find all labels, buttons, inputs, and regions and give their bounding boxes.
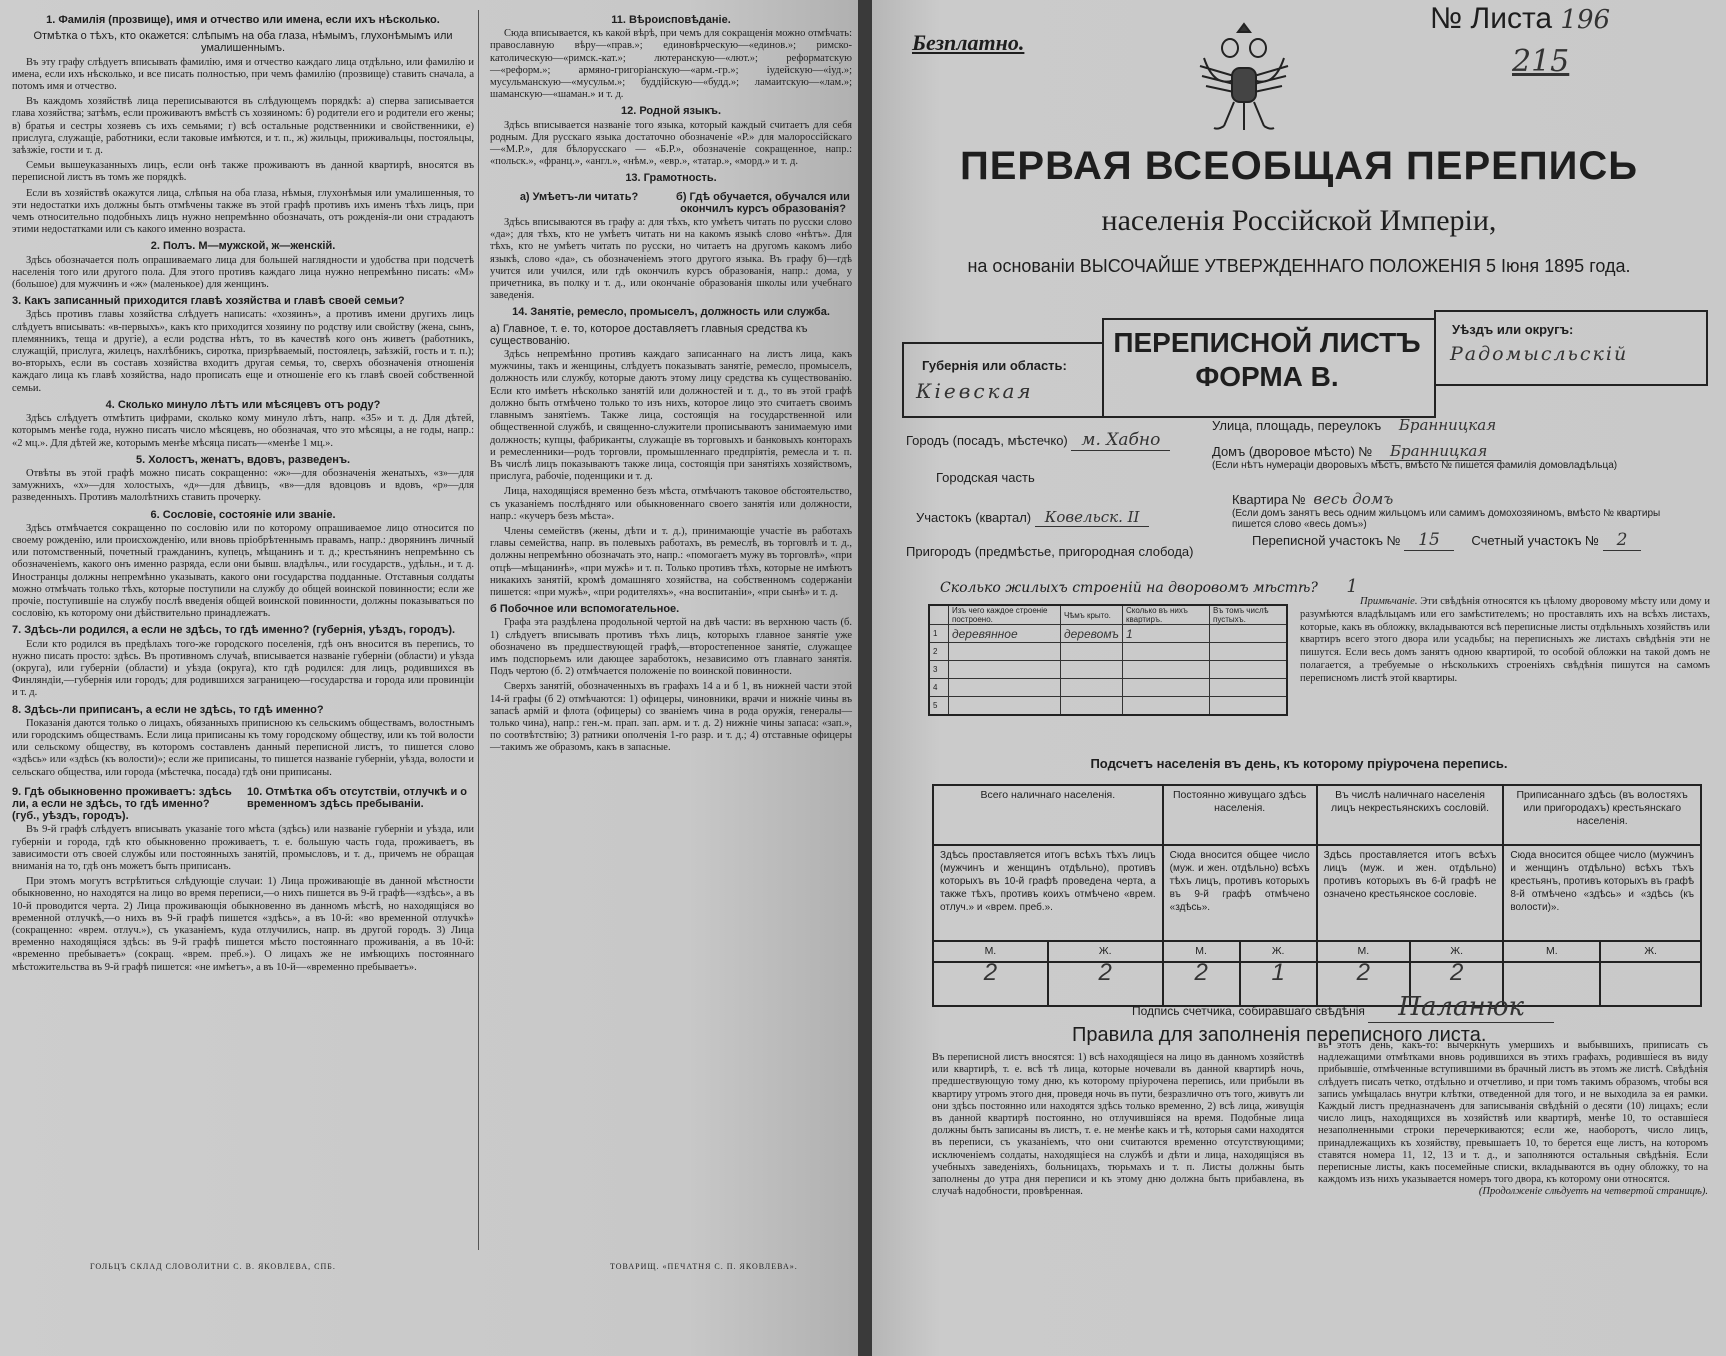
heading-10: 10. Отмѣтка объ отсутствіи, отлучкѣ и о временномъ здѣсь пребываніи. bbox=[247, 785, 468, 810]
buildings-value: 1 bbox=[1346, 576, 1358, 597]
street-field bbox=[1212, 416, 1712, 434]
buildings-rows bbox=[929, 625, 1287, 716]
table-cell bbox=[1210, 661, 1288, 679]
table-cell bbox=[1210, 643, 1288, 661]
table-cell: 1 bbox=[929, 625, 949, 643]
imprint-right: ТОВАРИЩ. «ПЕЧАТНЯ С. П. ЯКОВЛЕВА». bbox=[610, 1262, 798, 1271]
heading-13a: а) Умѣетъ-ли читать? bbox=[519, 190, 639, 203]
paragraph: Отвѣты въ этой графѣ можно писать сокращенно: «ж»—для обозначенія женатыхъ, «з»—для замужнихъ, «х»—для холостыхъ, «д»—для дѣвицъ, «в»—для вдовцовъ и вдовъ, «р»—для разведенныхъ. Противъ малолѣтнихъ ставить прочерку. bbox=[12, 467, 474, 504]
page-title: ПЕРВАЯ ВСЕОБЩАЯ ПЕРЕПИСЬ bbox=[960, 144, 1638, 188]
table-cell bbox=[1123, 679, 1210, 697]
sheet-number bbox=[1430, 2, 1610, 36]
table-cell bbox=[1123, 697, 1210, 716]
table-cell: деревянное bbox=[949, 625, 1061, 643]
city-value: м. Хабно bbox=[1071, 430, 1170, 451]
table-header bbox=[929, 605, 1287, 625]
census-area-value: 15 bbox=[1404, 530, 1454, 551]
basis-line: на основаніи ВЫСОЧАЙШЕ УТВЕРЖДЕННАГО ПОЛОЖЕНІЯ 5 Іюня 1895 года. bbox=[967, 256, 1631, 276]
heading-3: 3. Какъ записанный приходится главѣ хозяйства и главѣ своей семьи? bbox=[12, 295, 405, 308]
instructions-column-2 bbox=[490, 10, 852, 758]
district-label: Уѣздъ или округъ: bbox=[1452, 322, 1574, 337]
headings-9-10 bbox=[12, 782, 474, 825]
city-field bbox=[906, 430, 1226, 450]
count-value: 2 bbox=[1163, 962, 1240, 1006]
signature-field bbox=[1132, 992, 1554, 1022]
paragraph: Лица, находящіяся временно безъ мѣста, отмѣчаютъ таковое обстоятельство, съ указаніемъ послѣдняго или обыкновеннаго своего занятія или должности, напр.: «кучеръ безъ мѣста». bbox=[490, 486, 852, 522]
table-cell bbox=[1123, 643, 1210, 661]
table-cell bbox=[1210, 697, 1288, 716]
count-title: Подсчетъ населенія въ день, къ которому пріурочена перепись. bbox=[1090, 756, 1508, 771]
count-descriptions bbox=[933, 845, 1701, 941]
heading-13b: б) Гдѣ обучается, обучался или окончилъ курсъ образованія? bbox=[676, 190, 850, 215]
heading-1-note: Отмѣтка о тѣхъ, кто окажется: слѣпымъ на оба глаза, нѣмымъ, глухонѣмымъ или умалишеннымъ. bbox=[33, 30, 453, 55]
house-label: Домъ (дворовое мѣсто) № bbox=[1212, 444, 1373, 459]
table-row bbox=[929, 661, 1287, 679]
paragraph: Здѣсь вписывается названіе того языка, который каждый считаетъ для себя родным. Для русскаго языка достаточно обозначеніе «Р.» для малороссійскаго—«М.Р.», для бѣлорусскаго — «Б.Р.», обозначеніе сокращенное, напр.: «польск.», «франц.», «англ.», «нѣм.», «евр.», «татар.», «морд.» и т. д. bbox=[490, 119, 852, 168]
heading-1: 1. Фамилія (прозвище), имя и отчество или имена, если ихъ нѣсколько. bbox=[46, 14, 440, 26]
counting-area-value: 2 bbox=[1603, 530, 1642, 551]
suburb-label: Пригородъ (предмѣстье, пригородная слобода) bbox=[906, 544, 1194, 559]
male-label: М. bbox=[933, 941, 1048, 962]
count-desc-2: Сюда вносится общее число (муж. и жен. отдѣльно) всѣхъ тѣхъ лицъ, противъ которыхъ въ 9-й графѣ отмѣчено «здѣсь». bbox=[1163, 845, 1317, 941]
table-cell bbox=[1060, 643, 1122, 661]
table-cell bbox=[1060, 661, 1122, 679]
headings-13ab bbox=[490, 187, 852, 217]
table-cell bbox=[1060, 679, 1122, 697]
imperial-eagle-icon bbox=[1194, 18, 1294, 136]
paragraph: Показанія даются только о лицахъ, обязанныхъ приписною къ сельскимъ обществамъ, волостнымъ или городскимъ обществамъ. Если лица приписаны къ тому городскому обществу, или къ той волости или сельскому обществу, въ которомъ составленъ данный переписной листъ, то пишется слово «здѣсь» или «здѣсь (къ волости)»; если же приписаны, то пишется названіе губерніи, уѣзда, волости и сельскаго общества, или города (мѣстечка, посада) гдѣ они приписаны. bbox=[12, 717, 474, 778]
rules-column-2-text: въ этотъ день, какъ-то: вычеркнуть умершихъ и выбывшихъ, приписать съ надлежащими отмѣтками вновь родившихся въ этихъ графахъ, родившіеся въ виду прибывшіе, отмѣченные вступившими въ брачный листъ въ этомъ же листѣ. Свѣдѣнія слѣдуетъ писать четко, отдѣльно и отчетливо, и при томъ такимъ образомъ, чтобы вся запись умѣщалась внутри клѣтки, отведенной для того, и не выходила за ея рамки. Каждый листъ предназначенъ для записыванія свѣдѣній о десяти (10) лицахъ; если число лицъ, находящихся въ хозяйствѣ или квартирѣ, менѣе 10, то оставшіеся незаполненными строки перечеркиваются; если же, наоборотъ, число лицъ, принадлежащихъ къ хозяйству, превышаетъ 10, то берется еще листъ, на которомъ ставятся номера 11, 12, 13 и т. д., и заполняются остальныя свѣдѣнія. Если переписные листы, какъ посемейные списки, вкладываются въ одну обложку, то на каждомъ изъ нихъ указывается номеръ того двора, къ которому они относятся. bbox=[1318, 1040, 1708, 1186]
precinct-value: Ковельск. II bbox=[1035, 508, 1150, 527]
table-row bbox=[929, 643, 1287, 661]
count-mf-labels bbox=[933, 941, 1701, 962]
female-label: Ж. bbox=[1048, 941, 1163, 962]
col-header: Въ томъ числѣ пустыхъ. bbox=[1210, 605, 1288, 625]
count-header-3: Въ числѣ наличнаго населенія лицъ некрестьянскихъ сословій. bbox=[1317, 785, 1504, 845]
apartment-label: Квартира № bbox=[1232, 492, 1310, 507]
apartment-note: (Если домъ занятъ весь одним жильцомъ или самимъ домохозяиномъ, вмѣсто № квартиры пишется слово «весь домъ») bbox=[1232, 508, 1661, 530]
apartment-value: весь домъ bbox=[1313, 490, 1394, 508]
form-title-line-2: ФОРМА В. bbox=[1195, 361, 1339, 392]
apartment-field bbox=[1232, 490, 1702, 530]
table-cell: 3 bbox=[929, 661, 949, 679]
rules-column-1: Въ переписной листъ вносятся: 1) всѣ находящіеся на лицо въ данномъ хозяйствѣ или квартирѣ, т. е. всѣ тѣ лица, которые ночевали въ данной квартирѣ ночь, предшествующую тому дню, къ которому пріурочена перепись, или прибыли въ квартиру утромъ этого дня, проведя ночь въ пути, безразлично отъ того, живутъ ли они здѣсь постоянно или находятся здѣсь только временно, 2) всѣ лица, живущія въ данной квартирѣ постоянно, но отлучившіяся на время. Подобные лица должны быть записаны въ листъ, т. е. не менѣе какъ и тѣ, которыя сами находятся въ переписи, съ указаніемъ, что они считаются временно отсутствующими; исключеніемъ солдаты, находящіеся на службѣ и дѣти и лица, находящіяся въ учебныхъ заведеніяхъ, больницахъ, тюрьмахъ и т. п. Листы должны быть заполнены до утра дня переписи и къ этому дню должна быть прибавлена, въ случаѣ надобности, провѣренная. bbox=[932, 1052, 1304, 1198]
heading-12: 12. Родной языкъ. bbox=[620, 105, 721, 118]
paragraph: Сюда вписывается, къ какой вѣрѣ, при чемъ для сокращенія можно отмѣчать: православную вѣру—«прав.»; единовѣрческую—«единов.»; римско-католическую—«римск.-кат.»; лютеранскую—«лют.»; реформатскую—«реформ.»; армяно-григоріанскую—«арм.-гр.»; іудейскую—«іуд.»; мусульманскую—«мусульм.»; буддійскую—«будд.»; ламаитскую—«лам.»; шаманскую—«шаман.» и т. д. bbox=[490, 28, 852, 101]
census-area-label: Переписной участокъ № bbox=[1252, 533, 1401, 548]
buildings-note bbox=[1300, 596, 1710, 686]
free-label: Безплатно. bbox=[912, 30, 1025, 55]
rules-title: Правила для заполненія переписного листа. bbox=[1072, 1024, 1487, 1046]
heading-8: 8. Здѣсь-ли приписанъ, а если не здѣсь, то гдѣ именно? bbox=[12, 703, 324, 716]
city-part-label: Городская часть bbox=[936, 470, 1035, 485]
heading-14: 14. Занятіе, ремесло, промыселъ, должность или служба. bbox=[512, 306, 830, 319]
sheet-number-label: № Листа bbox=[1430, 2, 1553, 35]
paragraph: Члены семействъ (жены, дѣти и т. д.), принимающіе участіе въ работахъ главы семейства, напр. въ полевыхъ работахъ, въ ремеслѣ, въ торговлѣ и т. д., должны непремѣнно обозначать это, напр.: «помогаетъ мужу въ торговлѣ», «при отцѣ—мѣщанинѣ», «при мужѣ» и т. п. Только противъ тѣхъ, которые не имѣютъ никакихъ занятій, кромѣ домашняго хозяйства, на собственномъ содержаніи пишется: «при мужѣ», «при родителяхъ», «на воспитаніи», «при сынѣ» и т. д. bbox=[490, 525, 852, 598]
precinct-field bbox=[916, 508, 1236, 526]
page-gutter bbox=[858, 0, 872, 1356]
heading-5: 5. Холостъ, женатъ, вдовъ, разведенъ. bbox=[135, 453, 351, 466]
table-cell: 5 bbox=[929, 697, 949, 716]
table-cell bbox=[1210, 679, 1288, 697]
left-page bbox=[0, 0, 858, 1356]
buildings-table bbox=[928, 604, 1288, 716]
signature-value: Паланюк bbox=[1368, 992, 1554, 1023]
imprint-left: ГОЛЬЦЪ СКЛАД СЛОВОЛИТНИ С. В. ЯКОВЛЕВА, СПБ. bbox=[90, 1262, 336, 1271]
note-title: Примѣчаніе. bbox=[1360, 596, 1418, 607]
street-value: Бранницкая bbox=[1398, 416, 1497, 434]
rules-column-2 bbox=[1318, 1040, 1708, 1199]
note-text: Эти свѣдѣнія относятся къ цѣлому дворовому мѣсту или дому и разумѣются владѣльцамъ или его замѣстителемъ; но проставлять ихъ на всѣхъ листахъ, которые, какъ въ обложку, вкладываются всѣ переписные листы отдѣльныхъ хозяйствъ или квартиръ всего этого двора или усадьбы; на переписныхъ же листахъ свѣдѣнія эти не пишутся. Если весь домъ занятъ одною квартирой, то особой обложки на такой домъ не полагается, а требуемые о нѣсколькихъ строеніяхъ свѣдѣнія пишутся на самомъ переписномъ листѣ этой квартиры. bbox=[1300, 596, 1710, 684]
rules-continued: (Продолженіе слѣдуетъ на четвертой страницѣ). bbox=[1478, 1186, 1708, 1198]
paragraph: Здѣсь вписываются въ графу а: для тѣхъ, кто умѣетъ читать по русски слово «да»; для тѣхъ, кто не умѣетъ читать ни на какомъ языкѣ слово «нѣтъ». Для тѣхъ, кто не умѣетъ читать по русски, но читаетъ на другомъ какомъ либо языкѣ, слово «да», съ обозначеніемъ этого другого языка. Въ графу б)—гдѣ учится или учился, или гдѣ окончилъ курсъ образованія, напр.: дома, у причетника, въ полку и т. д., или окончаніе образованія школы или учебнаго заведенія. bbox=[490, 217, 852, 302]
heading-7: 7. Здѣсь-ли родился, а если не здѣсь, то гдѣ именно? (губернія, уѣздъ, городъ). bbox=[12, 624, 456, 637]
column-divider bbox=[478, 10, 479, 1250]
precinct-label: Участокъ (квартал) bbox=[916, 510, 1032, 525]
heading-6: 6. Сословіе, состояніе или званіе. bbox=[150, 508, 336, 521]
paragraph: Семьи вышеуказанныхъ лицъ, если онѣ также проживаютъ въ данной квартирѣ, вносятся въ переписной листъ въ томъ же порядкѣ. bbox=[12, 160, 474, 184]
signature-label: Подпись счетчика, собиравшаго свѣдѣнія bbox=[1132, 1004, 1365, 1018]
heading-4: 4. Сколько минуло лѣтъ или мѣсяцевъ отъ роду? bbox=[105, 398, 381, 411]
suburb-field bbox=[906, 544, 1226, 559]
instructions-column-1 bbox=[12, 10, 474, 977]
count-value: 1 bbox=[1240, 962, 1317, 1006]
count-value bbox=[1600, 962, 1701, 1006]
paragraph: Здѣсь слѣдуетъ отмѣтить цифрами, сколько кому минуло лѣтъ, напр. «35» и т. д. Для дѣтей, которымъ менѣе года, нужно писать число мѣсяцевъ, но обозначая, что это мѣсяцы, а не годы, напр.: «2 мц.». Для дѣтей же, которымъ менѣе мѣсяца писать—«менѣе 1 мц.». bbox=[12, 413, 474, 449]
city-label: Городъ (посадъ, мѣстечко) bbox=[906, 433, 1068, 448]
count-desc-3: Здѣсь проставляется итогъ всѣхъ лицъ (муж. и жен. отдѣльно) противъ которыхъ въ 6-й графѣ не означено крестьянское сословіе. bbox=[1317, 845, 1504, 941]
paragraph: Здѣсь отмѣчается сокращенно по сословію или по которому опрашиваемое лицо относится по своему рожденію, или происхожденію, или вновь пріобрѣтеннымъ правамъ, напр.: дворянинъ личный или потомственный, почетный гражданинъ, купецъ, мѣщанинъ и т. д.; крестьянинъ непремѣнно съ обозначеніемъ, какого онъ именно разряда, если они бывш. владѣльч., или государств., удѣльн., и т. д. Иностранцы должны непремѣнно указывать, какого они государства подданные. Отставныя солдаты можно отмѣчать только тѣхъ, которые поступили на службу до общей воинской повинности; если же прочіе, поступившіе на службу послѣ введенія общей воинской повинности, должны показываться по сословію, къ которому они дѣйствительно принадлежатъ. bbox=[12, 522, 474, 620]
paragraph: Если въ хозяйствѣ окажутся лица, слѣпыя на оба глаза, нѣмыя, глухонѣмыя или умалишенныя, то эти недостатки ихъ должны быть отмѣчены также въ этой графѣ противъ ихъ именъ тѣхъ лицъ, при чемъ относительно подобныхъ лицъ нужно непремѣнно обозначать, отъ рожденія-ли они страдаютъ этими недостатками или съ какого именно возраста. bbox=[12, 187, 474, 236]
count-header-2: Постоянно живущаго здѣсь населенія. bbox=[1163, 785, 1317, 845]
province-label: Губернія или область: bbox=[922, 358, 1067, 373]
table-cell bbox=[949, 679, 1061, 697]
counting-area-label: Счетный участокъ № bbox=[1471, 533, 1599, 548]
male-label: М. bbox=[1317, 941, 1410, 962]
col-header: Изъ чего каждое строеніе построено. bbox=[949, 605, 1061, 625]
heading-9: 9. Гдѣ обыкновенно проживаетъ: здѣсь ли, а если не здѣсь, то гдѣ именно? (губ., уѣздъ, городъ). bbox=[12, 785, 232, 823]
form-title-line-1: ПЕРЕПИСНОЙ ЛИСТЪ bbox=[1113, 327, 1421, 358]
count-headers bbox=[933, 785, 1701, 845]
paragraph: Въ каждомъ хозяйствѣ лица переписываются въ слѣдующемъ порядкѣ: а) сперва записывается глава хозяйства; затѣмъ, если проживаютъ вмѣстѣ съ хозяиномъ: б) родители его и родители его жены; в) братья и сестры хозяевъ съ ихъ семьями; г) всѣ остальные родственники и свойственники, е) прислуга, служащіе, работники, если таковые имѣются, и т. п., ж) жильцы, приживальцы, постояльцы, заѣзжіе, гости и т. д. bbox=[12, 96, 474, 157]
table-cell: 4 bbox=[929, 679, 949, 697]
street-label: Улица, площадь, переулокъ bbox=[1212, 418, 1382, 433]
house-note: (Если нѣтъ нумераціи дворовыхъ мѣстъ, вмѣсто № пишется фамилія домовладѣльца) bbox=[1212, 460, 1618, 471]
district-box bbox=[1434, 310, 1708, 386]
table-cell: 2 bbox=[929, 643, 949, 661]
table-cell bbox=[1060, 697, 1122, 716]
table-cell bbox=[949, 643, 1061, 661]
census-area-field bbox=[1252, 530, 1712, 550]
right-page bbox=[872, 0, 1726, 1356]
house-field bbox=[1212, 442, 1712, 471]
count-value: 2 bbox=[1410, 962, 1503, 1006]
heading-11: 11. Вѣроисповѣданіе. bbox=[611, 14, 731, 26]
paragraph: Здѣсь обозначается полъ опрашиваемаго лица для большей наглядности и удобства при подсчетѣ населенія того или другого пола. Для этого противъ каждаго лица нужно непремѣнно писать: «М» (большое) для мужчинъ и «ж» (маленькое) для женщинъ. bbox=[12, 254, 474, 291]
sheet-number-value-2: 215 bbox=[1512, 44, 1570, 79]
heading-2: 2. Полъ. М—мужской, ж—женскій. bbox=[150, 240, 336, 253]
heading-13: 13. Грамотность. bbox=[625, 172, 717, 185]
table-row bbox=[929, 625, 1287, 643]
house-value: Бранницкая bbox=[1376, 442, 1501, 461]
paragraph: Въ 9-й графѣ слѣдуетъ вписывать указаніе того мѣста (здѣсь) или названіе губерніи и уѣзда, или губерніи и города, гдѣ кто обыкновенно проживаетъ, т. е. большую часть года, проживаетъ, въ зависимости отъ своей службы или постоянныхъ занятій, промысловъ, и т. д., причемъ не обращая вниманія на то, гдѣ онъ можетъ быть приписанъ. bbox=[12, 824, 474, 872]
table-cell bbox=[1210, 625, 1288, 643]
female-label: Ж. bbox=[1600, 941, 1701, 962]
buildings-label: Сколько жилыхъ строеній на дворовомъ мѣстѣ? bbox=[940, 580, 1318, 596]
paragraph: Здѣсь противъ главы хозяйства слѣдуетъ написать: «хозяинъ», а противъ имени другихъ лицъ слѣдуетъ вписывать: «в-первыхъ», какъ кто приходится хозяину по родству или свойству (жена, сынъ, племянникъ, теща и другіе), а если родства нѣтъ, то въ качествѣ кого онъ живетъ (работникъ, служащій, прислуга, жилецъ, нахлѣбникъ, сиротка, призрѣваемый, постоялецъ, заѣзжій, гость и т. п.); во-вторыхъ, если въ составъ хозяйства входитъ другая семья, то, сверхъ обозначенія отношенія каждаго лица къ главѣ хозяйства, надо прописать еще и отношеніе его къ главѣ своей собственной семьи. bbox=[12, 309, 474, 394]
count-value: 2 bbox=[1048, 962, 1163, 1006]
col-header: Чѣмъ крыто. bbox=[1060, 605, 1122, 625]
population-count-table bbox=[932, 740, 1702, 1007]
count-desc-4: Сюда вносится общее число (мужчинъ и женщинъ отдѣльно) всѣхъ тѣхъ крестьянъ, противъ которыхъ въ графѣ 8-й отмѣчено «здѣсь» и «здѣсь (къ волости)». bbox=[1503, 845, 1701, 941]
col-header: Сколько въ нихъ квартиръ. bbox=[1123, 605, 1210, 625]
province-box bbox=[902, 342, 1104, 418]
heading-14b: б Побочное или вспомогательное. bbox=[490, 603, 680, 616]
count-header-4: Приписаннаго здѣсь (въ волостяхъ или пригородахъ) крестьянскаго населенія. bbox=[1503, 785, 1701, 845]
paragraph: Графа эта раздѣлена продольной чертой на двѣ части: въ верхнюю часть (б. 1) слѣдуетъ вписывать противъ тѣхъ лицъ, которыхъ главное занятіе уже обозначено въ предшествующей графѣ,—второстепенное занятіе, служащее имъ подспорьемъ или дающее заработокъ, независимо отъ главнаго занятія. Подъ чертою (б. 2) отмѣчается положеніе по воинской повинности. bbox=[490, 617, 852, 678]
table-row bbox=[929, 697, 1287, 716]
subtitle: населенія Россійской Имперіи, bbox=[1101, 204, 1497, 237]
table-row bbox=[929, 679, 1287, 697]
table-cell bbox=[949, 697, 1061, 716]
paragraph: Сверхъ занятій, обозначенныхъ въ графахъ 14 а и б 1, въ нижней части этой 14-й графы (б 2) отмѣчаются: 1) офицеры, чиновники, врачи и нижніе чины въ запасѣ армій и флота (офицеры) со званіемъ чина в рода оружія, генералы—только чина), напр.: ген.-м. прап. зап. арм. и т. д. 2) нижніе чины запаса: «зап.», по соотвѣтствію; 3) ратники ополченія 1-го разр. и т. д.; 4) отставные офицеры—такимъ же образомъ, какъ в запасные. bbox=[490, 681, 852, 754]
district-value: Радомысльскій bbox=[1450, 343, 1629, 365]
count-header-1: Всего наличнаго населенія. bbox=[933, 785, 1163, 845]
male-label: М. bbox=[1163, 941, 1240, 962]
count-value: 2 bbox=[1317, 962, 1410, 1006]
female-label: Ж. bbox=[1240, 941, 1317, 962]
table-cell: 1 bbox=[1123, 625, 1210, 643]
table-cell bbox=[1123, 661, 1210, 679]
heading-14a: а) Главное, т. е. то, которое доставляетъ главныя средства къ существованію. bbox=[490, 322, 808, 347]
province-value: Кіевская bbox=[916, 379, 1034, 403]
sheet-number-value: 196 bbox=[1560, 5, 1611, 35]
city-part-field bbox=[936, 470, 1226, 485]
buildings-question bbox=[940, 576, 1358, 597]
paragraph: Въ эту графу слѣдуетъ вписывать фамилію, имя и отчество каждаго лица отдѣльно, или фамилію и имена, если ихъ нѣсколько, и все писать полностью, при чемъ фамилію (прозвище) ставить сначала, а потомъ имя и отчество. bbox=[12, 56, 474, 93]
table-cell: деревомъ bbox=[1060, 625, 1122, 643]
count-value: 2 bbox=[933, 962, 1048, 1006]
paragraph: При этомъ могутъ встрѣтиться слѣдующіе случаи: 1) Лица проживающіе въ данной мѣстности обыкновенно, но находятся на лицо во время переписи,—о нихъ пишется въ 9-й графѣ—«здѣсь», а въ 10-й проводится черта. 2) Лица проживающія обыкновенно въ данномъ мѣстѣ, но находящіяся во временной отлучкѣ,—о нихъ въ 9-й графѣ пишется «здѣсь», а въ 10-й: «во временной отлучкѣ» (сокращенно: «врем. отлуч.»), съ указаніемъ, куда отлучились, напр. въ другой городъ. 3) Лица временно находящіяся здѣсь: въ 9-й графѣ пишется мѣсто постояннаго проживанія, а въ 10-й: «временно пребываетъ» (сокращ. «врем. преб.»). О лицахъ же не имѣющихъ постояннаго мѣстожительства въ 9-й графѣ пишется: «не имѣетъ», а въ 10-й—«временно пребываетъ». bbox=[12, 876, 474, 973]
paragraph: Здѣсь непремѣнно противъ каждаго записаннаго на листъ лица, какъ мужчины, такъ и женщины, слѣдуетъ показывать занятіе, ремесло, промыселъ, должность или службу, которые даютъ этому лицу средства къ существованію. Если кто имѣетъ нѣсколько занятій или должностей и т. д., то въ этой графѣ должно быть отмѣчено только то изъ нихъ, которое лицо это считаетъ своимъ главнымъ занятіемъ. Также лица, состоящія на государственной или общественной службѣ, и священно-служители прописываютъ занимаемую ими должность; купцы, фабриканты, служащіе въ торговыхъ и банковыхъ конторахъ и ремесленники—родъ торговли, промышленнаго предпріятія, ремесла и т. п. Въ числѣ лицъ показываютъ также лица, состоящія при занятіяхъ хозяйствомъ, прислуга, рабочіе, поденщики и т. д. bbox=[490, 349, 852, 483]
form-title bbox=[1102, 326, 1432, 394]
paragraph: Если кто родился въ предѣлахъ того-же городского поселенія, гдѣ онъ вносится въ перепись, то нужно писать просто: здѣсь. Въ противномъ случаѣ, вписывается названіе губерніи (области) и уѣзда (округа), или губерніи (области) и уѣзда (округа), кто гдѣ родился: для лицъ, родившихся въ Финляндіи,—губернія или городъ; для родившихся заграницею—государства и города или провинціи и т. д. bbox=[12, 638, 474, 699]
count-desc-1: Здѣсь проставляется итогъ всѣхъ тѣхъ лицъ (мужчинъ и женщинъ отдѣльно), противъ которыхъ въ 10-й графѣ проведена черта, а также тѣхъ, противъ коихъ отмѣчено «врем. отлуч.» и «врем. преб.». bbox=[933, 845, 1163, 941]
female-label: Ж. bbox=[1410, 941, 1503, 962]
table-cell bbox=[949, 661, 1061, 679]
male-label: М. bbox=[1503, 941, 1600, 962]
